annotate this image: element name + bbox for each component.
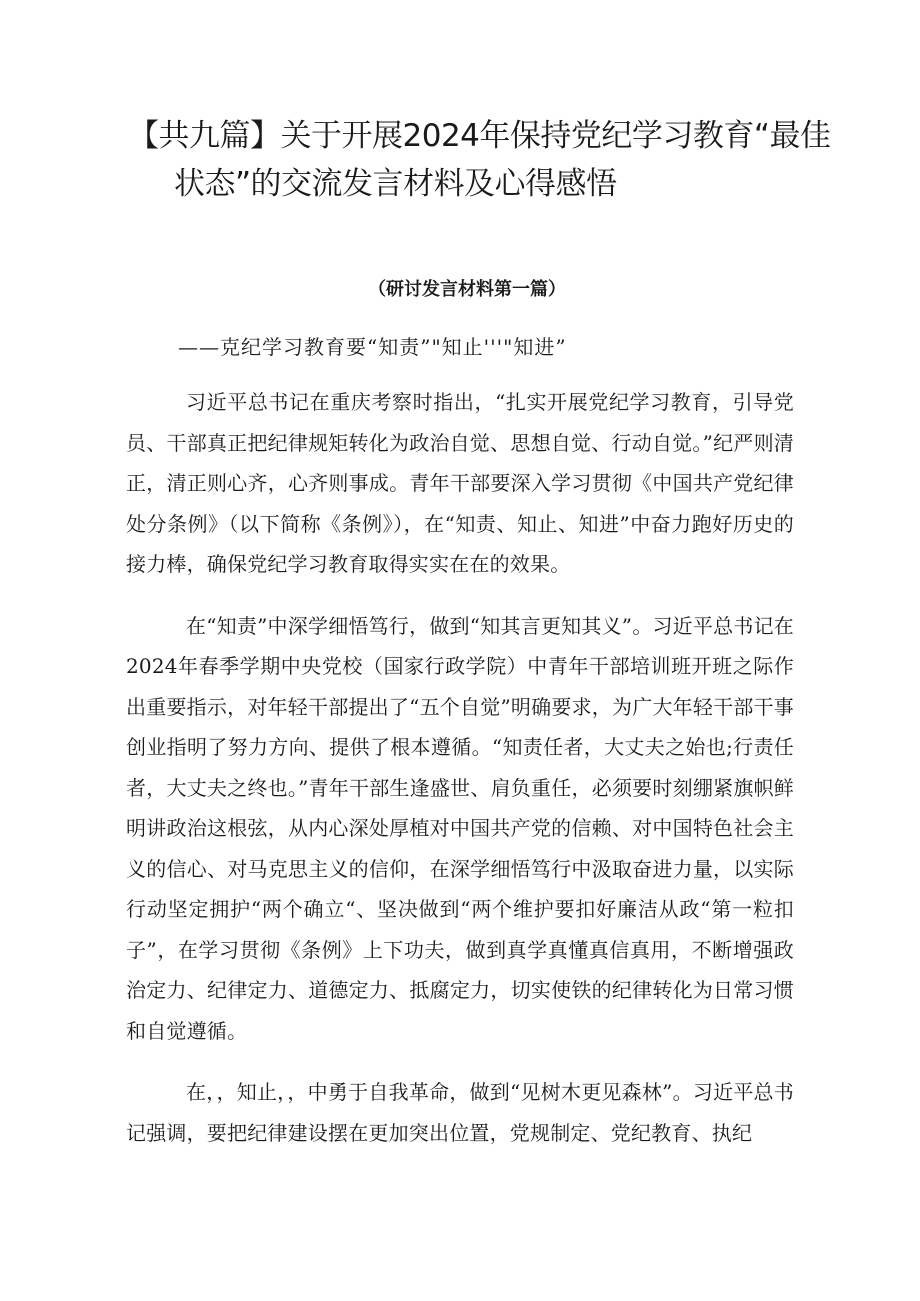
document-body [126,382,794,1174]
document-subtitle: （研讨发言材料第一篇） [368,279,566,300]
body-paragraph-1: 习近平总书记在重庆考察时指出，“扎实开展党纪学习教育，引导党员、干部真正把纪律规矩转化为政治自觉、思想自觉、行动自觉。”纪严则清正，清正则心齐，心齐则事成。青年干部要深入学习贯彻《中国共产党纪律处分条例》（以下简称《条例》），在“知责、知止、知进”中奋力跑好历史的接力棒，确保党纪学习教育取得实实在在的效果。 [126,390,794,576]
body-paragraph-2: 在“知责”中深学细悟笃行，做到“知其言更知其义”。习近平总书记在2024年春季学期中央党校（国家行政学院）中青年干部培训班开班之际作出重要指示，对年轻干部提出了“五个自觉”明确要求，为广大年轻干部干事创业指明了努力方向、提供了根本遵循。“知责任者，大丈夫之始也;行责任者，大丈夫之终也。”青年干部生逢盛世、肩负重任，必须要时刻绷紧旗帜鲜明讲政治这根弦，从内心深处厚植对中国共产党的信赖、对中国特色社会主义的信心、对马克思主义的信仰，在深学细悟笃行中汲取奋进力量，以实际行动坚定拥护“两个确立“、坚决做到“两个维护要扣好廉洁从政“第一粒扣子”，在学习贯彻《条例》上下功夫，做到真学真懂真信真用，不断增强政治定力、纪律定力、道德定力、抵腐定力，切实使铁的纪律转化为日常习惯和自觉遵循。 [126,613,794,1043]
title-line-1: 【共九篇】关于开展2024年保持党纪学习教育“最佳 [128,118,831,154]
body-paragraph-3: 在，，知止，，中勇于自我革命，做到“见树木更见森林”。习近平总书记强调，要把纪律建设摆在更加突出位置，党规制定、党纪教育、执纪 [126,1080,794,1145]
document-tagline: ——克纪学习教育要“知责”"知止'''"知进” [178,335,567,359]
title-line-2: 状态”的交流发言材料及心得感悟 [174,166,617,202]
document-title [128,112,831,208]
